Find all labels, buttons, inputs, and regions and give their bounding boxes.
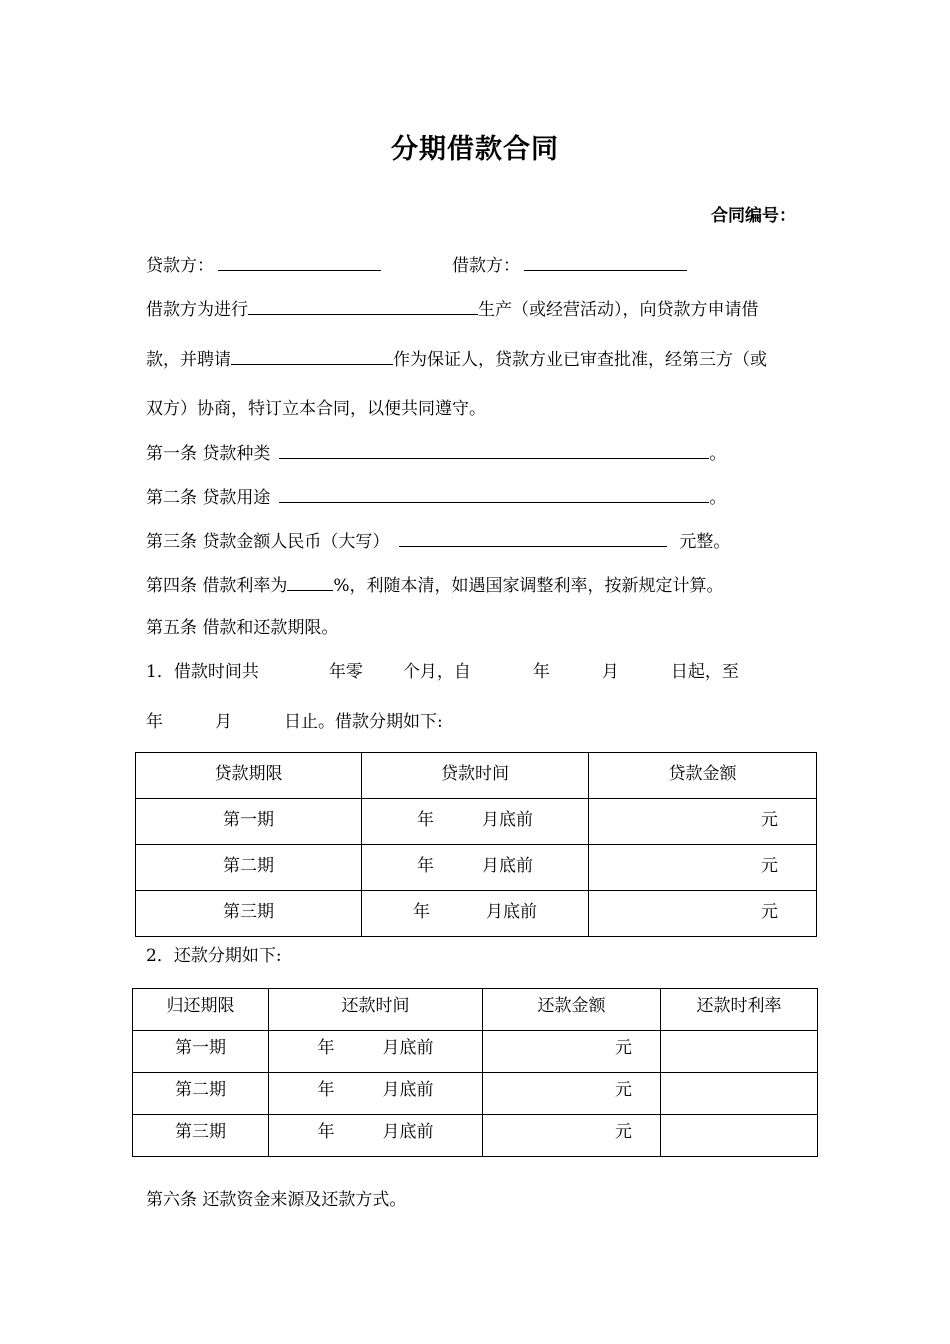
intro-text: 借款方为进行 [146,300,248,320]
intro-line-3: 双方）协商，特订立本合同，以便共同遵守。 [146,399,486,419]
year-label: 年 [413,902,430,922]
article-text: %，利随本清，如遇国家调整利率，按新规定计算。 [333,576,724,596]
rate-cell[interactable] [661,1073,818,1115]
time-cell[interactable] [269,1031,483,1073]
page-title: 分期借款合同 [391,134,559,165]
month-label: 月底前 [482,856,533,876]
time-cell[interactable] [362,845,589,891]
contract-number-label: 合同编号： [711,206,796,226]
table-row [136,845,817,891]
table-row [136,799,817,845]
table-row [133,1115,818,1157]
article-4 [146,572,724,598]
guarantor-blank[interactable] [231,346,393,365]
table-row [133,1031,818,1073]
header-cell: 贷款金额 [589,753,817,799]
period-cell: 第二期 [133,1073,269,1115]
item-text: 年 [532,662,550,682]
article-3 [146,528,730,554]
time-cell[interactable] [269,1073,483,1115]
header-cell: 还款金额 [483,989,661,1031]
year-label: 年 [317,1122,335,1142]
header-cell: 归还期限 [133,989,269,1031]
loan-type-blank[interactable] [279,440,709,459]
rate-cell[interactable] [661,1115,818,1157]
production-blank[interactable] [248,296,478,315]
amount-cell[interactable]: 元 [483,1073,661,1115]
amount-cell[interactable]: 元 [589,799,817,845]
item-text: 日起，至 [670,662,739,682]
period-cell: 第一期 [136,799,362,845]
item-text: 1．借款时间共 [146,662,259,682]
intro-line-1 [146,296,759,322]
lender-line [146,252,381,278]
time-cell[interactable] [269,1115,483,1157]
item-text: 日止。借款分期如下: [284,712,443,732]
period-cell: 第二期 [136,845,362,891]
item-2: 2．还款分期如下: [146,946,282,966]
item-text: 月 [601,662,619,682]
loan-amount-blank[interactable] [399,528,667,547]
period-mark: 。 [709,488,727,508]
borrower-label: 借款方： [452,256,520,276]
header-cell: 贷款期限 [136,753,362,799]
table-header-row [133,989,818,1031]
intro-text: 生产（或经营活动），向贷款方申请借 [478,300,759,320]
table-header-row [136,753,817,799]
intro-text: 款，并聘请 [146,350,231,370]
intro-text: 作为保证人，贷款方业已审查批准，经第三方（或 [393,350,767,370]
article-label: 第四条 借款利率为 [146,576,288,596]
amount-cell[interactable]: 元 [483,1031,661,1073]
lender-label: 贷款方： [146,256,214,276]
item-text: 月 [215,712,232,732]
amount-cell[interactable]: 元 [589,845,817,891]
year-label: 年 [317,1080,335,1100]
lender-blank[interactable] [218,252,381,271]
article-5: 第五条 借款和还款期限。 [146,618,339,638]
item-text: 年零 [328,662,363,682]
period-cell: 第三期 [136,891,362,937]
year-label: 年 [417,856,434,876]
item-text: 个月，自 [402,662,471,682]
header-cell: 还款时间 [269,989,483,1031]
article-1 [146,440,726,466]
header-cell: 还款时利率 [661,989,818,1031]
loan-purpose-blank[interactable] [279,484,709,503]
month-label: 月底前 [382,1080,434,1100]
period-cell: 第三期 [133,1115,269,1157]
header-cell: 贷款时间 [362,753,589,799]
loan-schedule-table [135,752,817,937]
amount-cell[interactable]: 元 [483,1115,661,1157]
month-label: 月底前 [482,810,533,830]
time-cell[interactable] [362,799,589,845]
interest-rate-blank[interactable] [287,572,333,591]
borrower-blank[interactable] [524,252,687,271]
article-label: 第三条 贷款金额人民币（大写） [146,532,390,552]
borrower-line [452,252,687,278]
table-row [136,891,817,937]
article-2 [146,484,726,510]
rate-cell[interactable] [661,1031,818,1073]
item-1-line-2 [146,710,443,734]
item-1-line-1 [146,660,739,684]
repayment-schedule-table [132,988,818,1157]
table-row [133,1073,818,1115]
intro-line-2 [146,346,767,372]
month-label: 月底前 [486,902,537,922]
article-label: 第一条 贷款种类 [146,444,271,464]
period-cell: 第一期 [133,1031,269,1073]
month-label: 月底前 [382,1038,434,1058]
item-text: 年 [146,712,163,732]
period-mark: 。 [709,444,727,464]
time-cell[interactable] [362,891,589,937]
article-label: 第二条 贷款用途 [146,488,271,508]
month-label: 月底前 [382,1122,434,1142]
amount-cell[interactable]: 元 [589,891,817,937]
year-label: 年 [317,1038,335,1058]
amount-suffix: 元整。 [679,532,731,552]
article-6: 第六条 还款资金来源及还款方式。 [146,1190,407,1210]
year-label: 年 [417,810,434,830]
